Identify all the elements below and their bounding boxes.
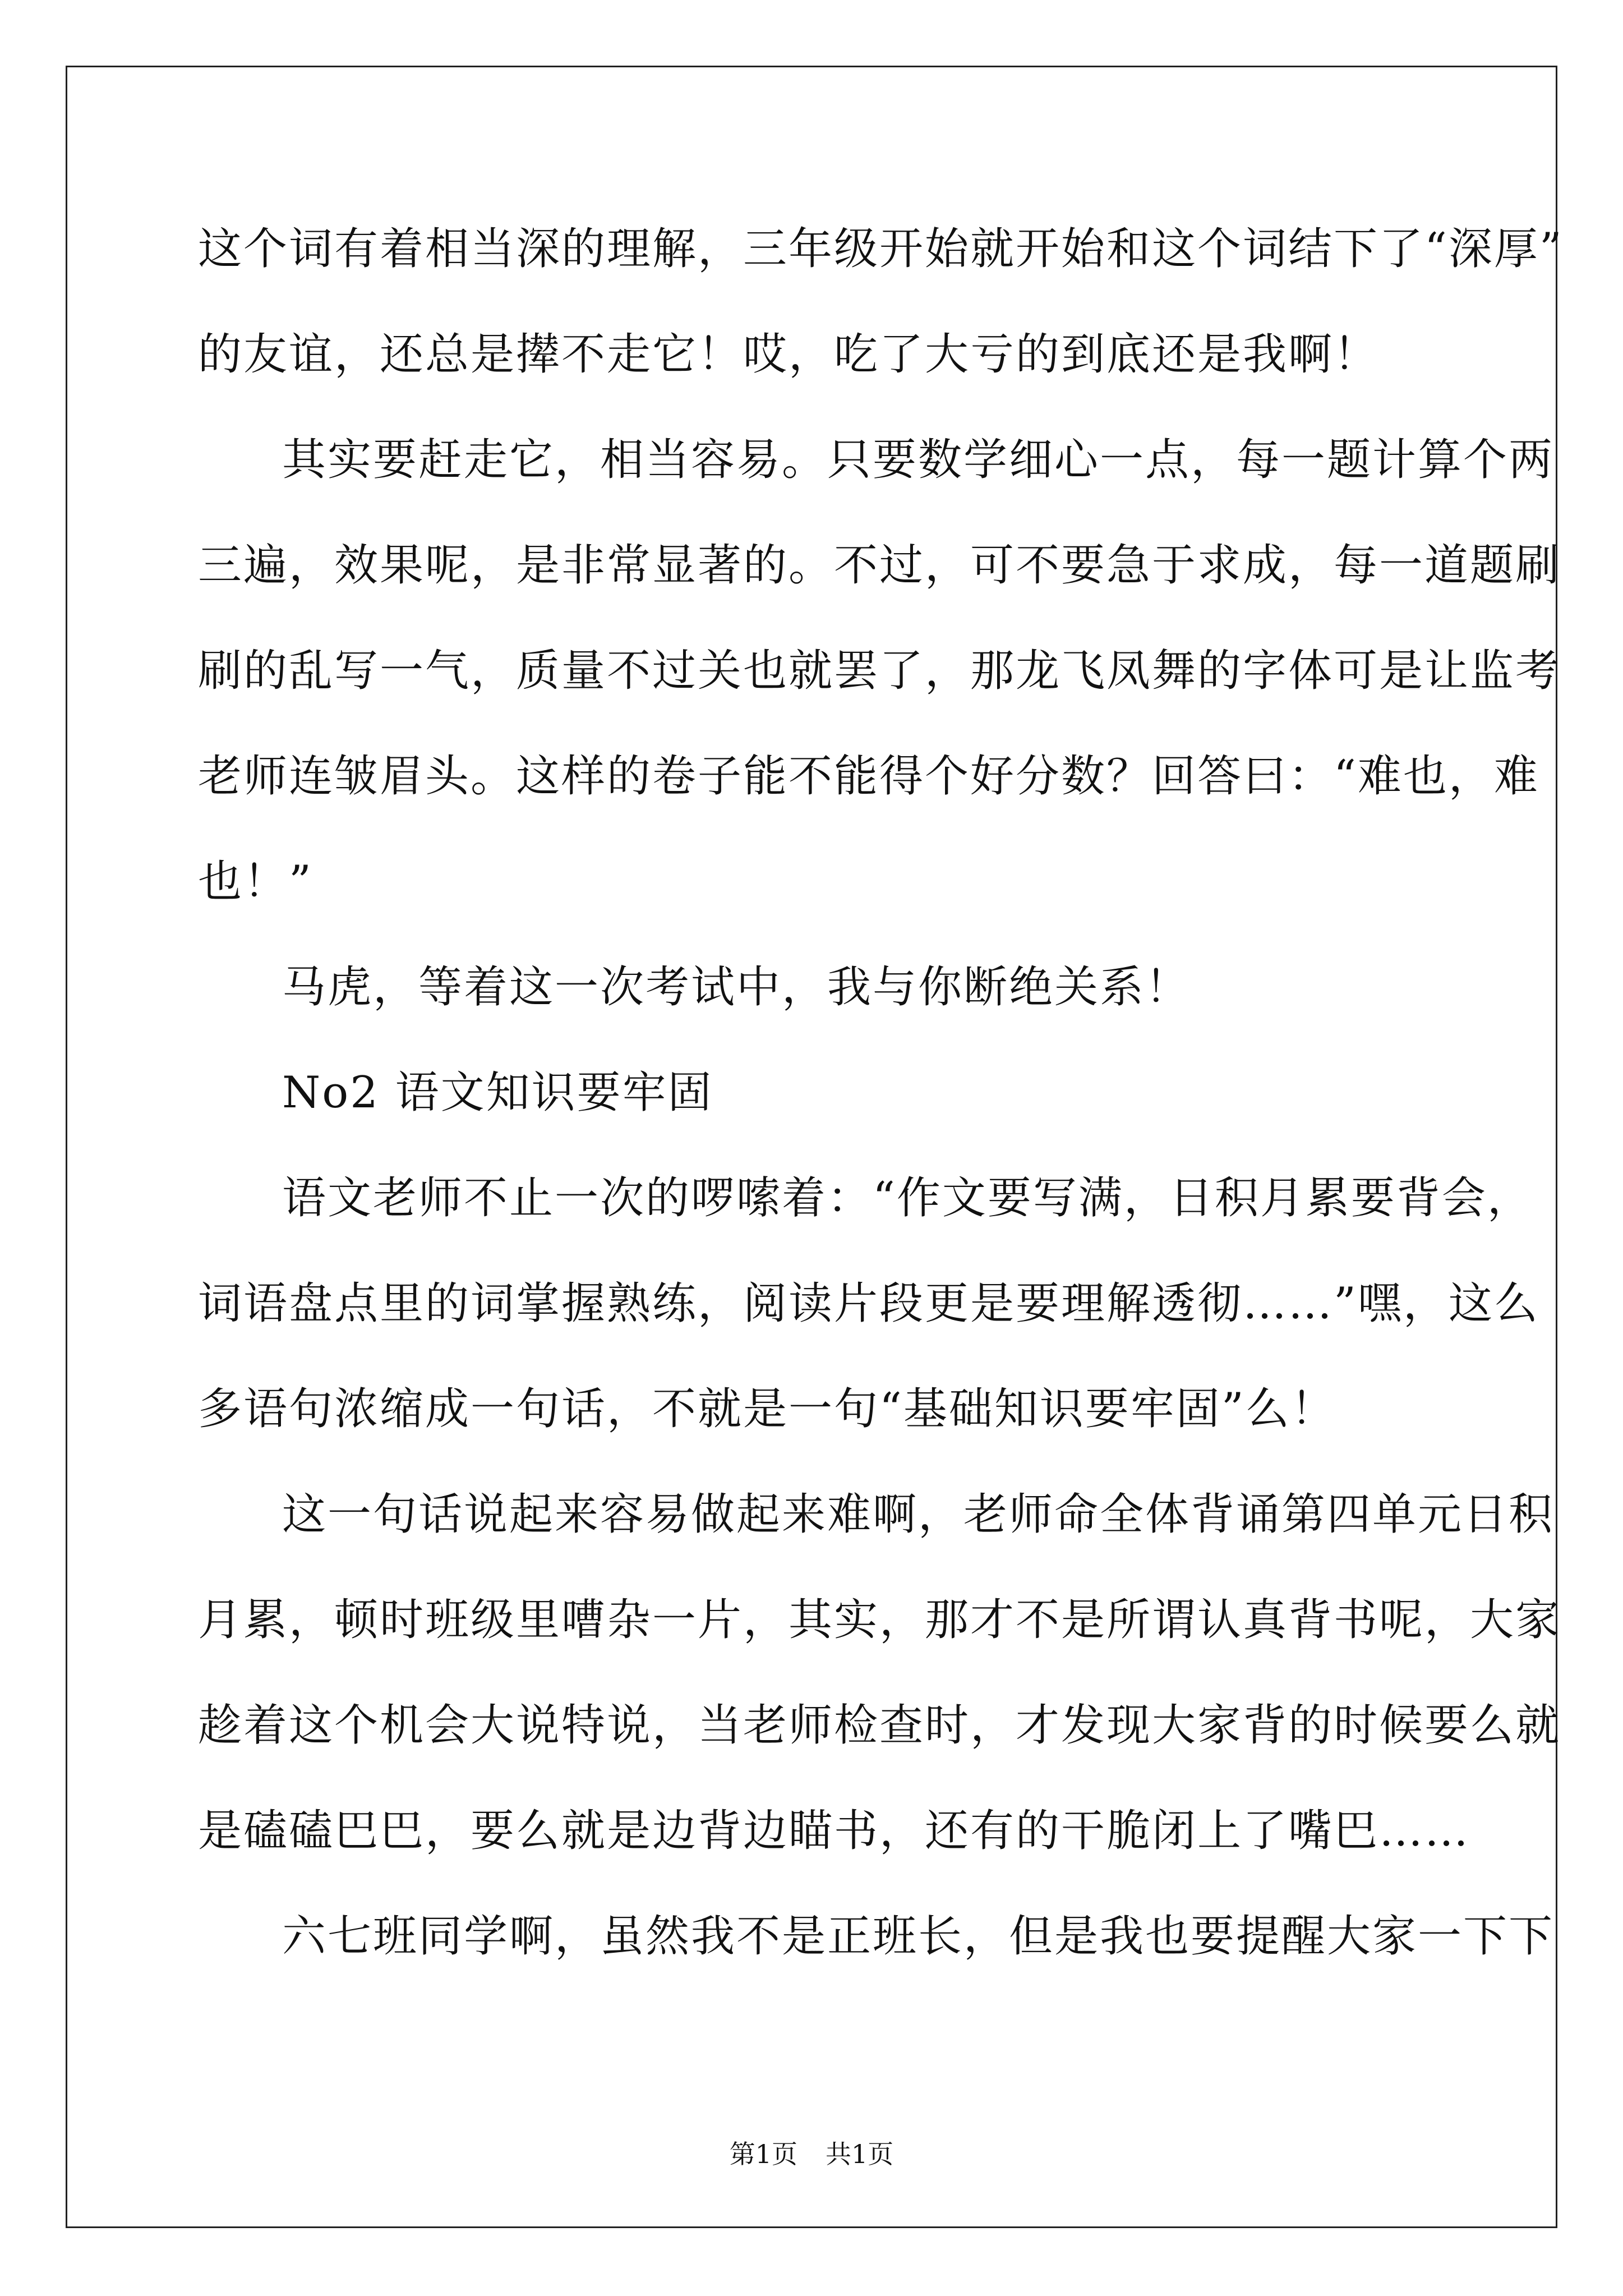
document-body <box>198 196 1564 1989</box>
text-line: 多语句浓缩成一句话，不就是一句“基础知识要牢固”么！ <box>198 1384 1336 1434</box>
paragraph-start-line: 六七班同学啊，虽然我不是正班长，但是我也要提醒大家一下下 <box>282 1911 1555 1962</box>
text-line: 的友谊，还总是撵不走它！哎，吃了大亏的到底还是我啊！ <box>198 329 1380 380</box>
text-line: 这个词有着相当深的理解，三年级开始就开始和这个词结下了“深厚” <box>198 224 1564 274</box>
text-line: 趁着这个机会大说特说，当老师检查时，才发现大家背的时候要么就 <box>198 1700 1561 1751</box>
paragraph-start-line: 这一句话说起来容易做起来难啊，老师命全体背诵第四单元日积 <box>282 1489 1555 1540</box>
page-number: 第1页 <box>729 2139 797 2169</box>
section-heading: No2 语文知识要牢固 <box>282 1068 713 1118</box>
text-line: 三遍，效果呢，是非常显著的。不过，可不要急于求成，每一道题刷 <box>198 540 1561 591</box>
paragraph-start-line: 语文老师不止一次的啰嗦着：“作文要写满，日积月累要背会， <box>282 1173 1533 1223</box>
text-line: 老师连皱眉头。这样的卷子能不能得个好分数？回答曰：“难也，难 <box>198 751 1539 802</box>
paragraph-start-line: 其实要赶走它，相当容易。只要数学细心一点，每一题计算个两 <box>282 435 1555 485</box>
text-line: 词语盘点里的词掌握熟练，阅读片段更是要理解透彻……”嘿，这么 <box>198 1278 1539 1329</box>
text-line: 月累，顿时班级里嘈杂一片，其实，那才不是所谓认真背书呢，大家 <box>198 1595 1561 1645</box>
text-line: 是磕磕巴巴，要么就是边背边瞄书，还有的干脆闭上了嘴巴…… <box>198 1806 1470 1856</box>
text-line: 刷的乱写一气，质量不过关也就罢了，那龙飞凤舞的字体可是让监考 <box>198 646 1561 696</box>
text-line: 也！” <box>198 857 313 907</box>
paragraph-start-line: 马虎，等着这一次考试中，我与你断绝关系！ <box>282 962 1191 1013</box>
page-footer <box>0 2137 1623 2171</box>
page-total: 共1页 <box>826 2139 894 2169</box>
